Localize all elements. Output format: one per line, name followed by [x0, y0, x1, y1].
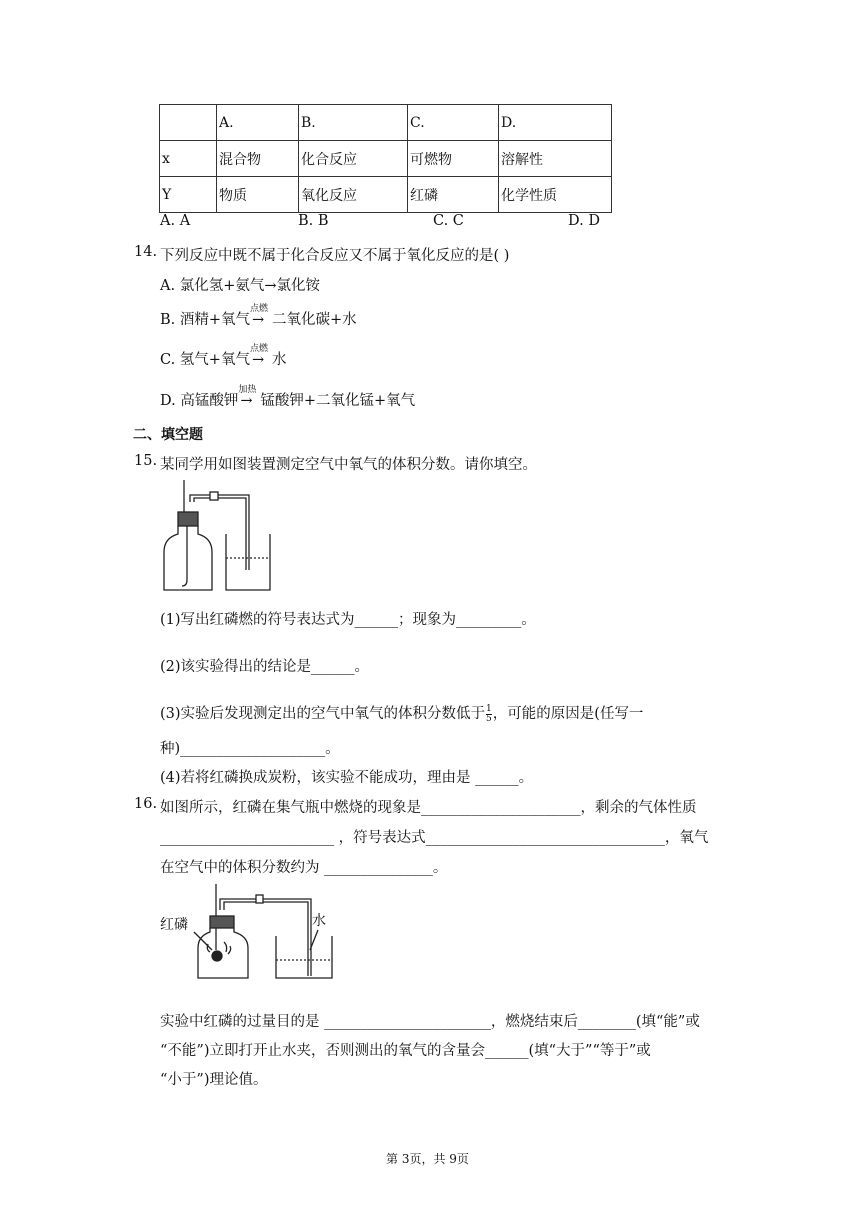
table-cell: x [160, 141, 217, 177]
table-cell: 混合物 [217, 141, 299, 177]
part-text: ，可能的原因是(任写一 [492, 706, 644, 722]
q16-line: 实验中红磷的过量目的是 _______________________，燃烧结束后________(填“能”或 [160, 1014, 700, 1030]
q13-option-a: A. A [160, 213, 191, 229]
q15-part-2: (2)该实验得出的结论是______。 [160, 659, 370, 675]
q14-number: 14. [134, 244, 158, 260]
q15-part-3 [160, 702, 643, 724]
fraction-numerator: 1 [486, 703, 492, 714]
option-text: D. 高锰酸钾 [160, 393, 239, 409]
q16-number: 16. [134, 796, 158, 812]
option-text: C. 氢气+氧气 [160, 352, 250, 368]
q14-stem: 下列反应中既不属于化合反应又不属于氧化反应的是( ) [160, 248, 510, 264]
table-cell: 溶解性 [499, 141, 612, 177]
table-cell [160, 105, 217, 141]
condition-label: 点燃 [249, 344, 268, 354]
section-heading: 二、填空题 [133, 427, 203, 443]
q13-option-b: B. B [298, 213, 329, 229]
q14-option-d [160, 385, 416, 410]
reaction-arrow [249, 344, 272, 368]
arrow-icon: → [251, 352, 265, 368]
option-text: 二氧化碳+水 [272, 312, 357, 328]
q15-stem: 某同学用如图装置测定空气中氧气的体积分数。请你填空。 [160, 457, 537, 473]
table-row [160, 177, 612, 213]
table-cell: B. [299, 105, 408, 141]
option-text: 水 [271, 352, 287, 368]
table-row [160, 105, 612, 141]
q15-part-3-cont: 种)____________________。 [160, 741, 340, 757]
diagram-label-water: 水 [312, 913, 326, 929]
q14-option-b [160, 304, 357, 329]
part-text: (3)实验后发现测定出的空气中氧气的体积分数低于 [160, 706, 486, 722]
q16-line: 如图所示，红磷在集气瓶中燃烧的现象是______________________，剩余的气体性质 [160, 800, 697, 816]
table-cell: 氧化反应 [299, 177, 408, 213]
table-cell: D. [499, 105, 612, 141]
fraction-denominator: 5 [486, 713, 492, 724]
table-cell: 化学性质 [499, 177, 612, 213]
q15-part-4: (4)若将红磷换成炭粉，该实验不能成功，理由是 ______。 [160, 770, 534, 786]
table-cell: 红磷 [408, 177, 499, 213]
q16-line: ________________________ ，符号表达式_________________________________，氧气 [160, 830, 709, 846]
q16-line: 在空气中的体积分数约为 _______________。 [160, 860, 448, 876]
table-row [160, 141, 612, 177]
option-text: 锰酸钾+二氧化锰+氧气 [260, 393, 416, 409]
table-cell: 化合反应 [299, 141, 408, 177]
condition-label: 加热 [238, 385, 257, 395]
arrow-icon: → [252, 312, 265, 328]
q14-option-c [160, 344, 287, 369]
page-footer: 第 3页，共 9页 [386, 1152, 469, 1166]
reaction-arrow [238, 385, 260, 409]
q13-table [159, 104, 612, 213]
q14-option-a: A. 氯化氢+氨气→氯化铵 [160, 278, 320, 294]
condition-label: 点燃 [250, 304, 269, 314]
q13-option-d: D. D [568, 213, 600, 229]
diagram-label-phosphorus: 红磷 [160, 917, 188, 933]
reaction-arrow [250, 304, 272, 328]
arrow-icon: → [240, 393, 253, 409]
table-cell: 物质 [217, 177, 299, 213]
table-cell: Y [160, 177, 217, 213]
table-cell: A. [217, 105, 299, 141]
q16-line: “不能”)立即打开止水夹，否则测出的氧气的含量会______(填“大于”“等于”或 [160, 1043, 651, 1059]
q15-number: 15. [134, 453, 158, 469]
option-text: B. 酒精+氧气 [160, 312, 251, 328]
table-cell: 可燃物 [408, 141, 499, 177]
q15-apparatus-diagram [160, 478, 276, 594]
q13-option-c: C. C [433, 213, 464, 229]
q15-part-1: (1)写出红磷燃的符号表达式为______；现象为_________。 [160, 612, 536, 628]
q16-line: “小于”)理论值。 [160, 1072, 268, 1088]
table-cell: C. [408, 105, 499, 141]
fraction [486, 705, 492, 724]
